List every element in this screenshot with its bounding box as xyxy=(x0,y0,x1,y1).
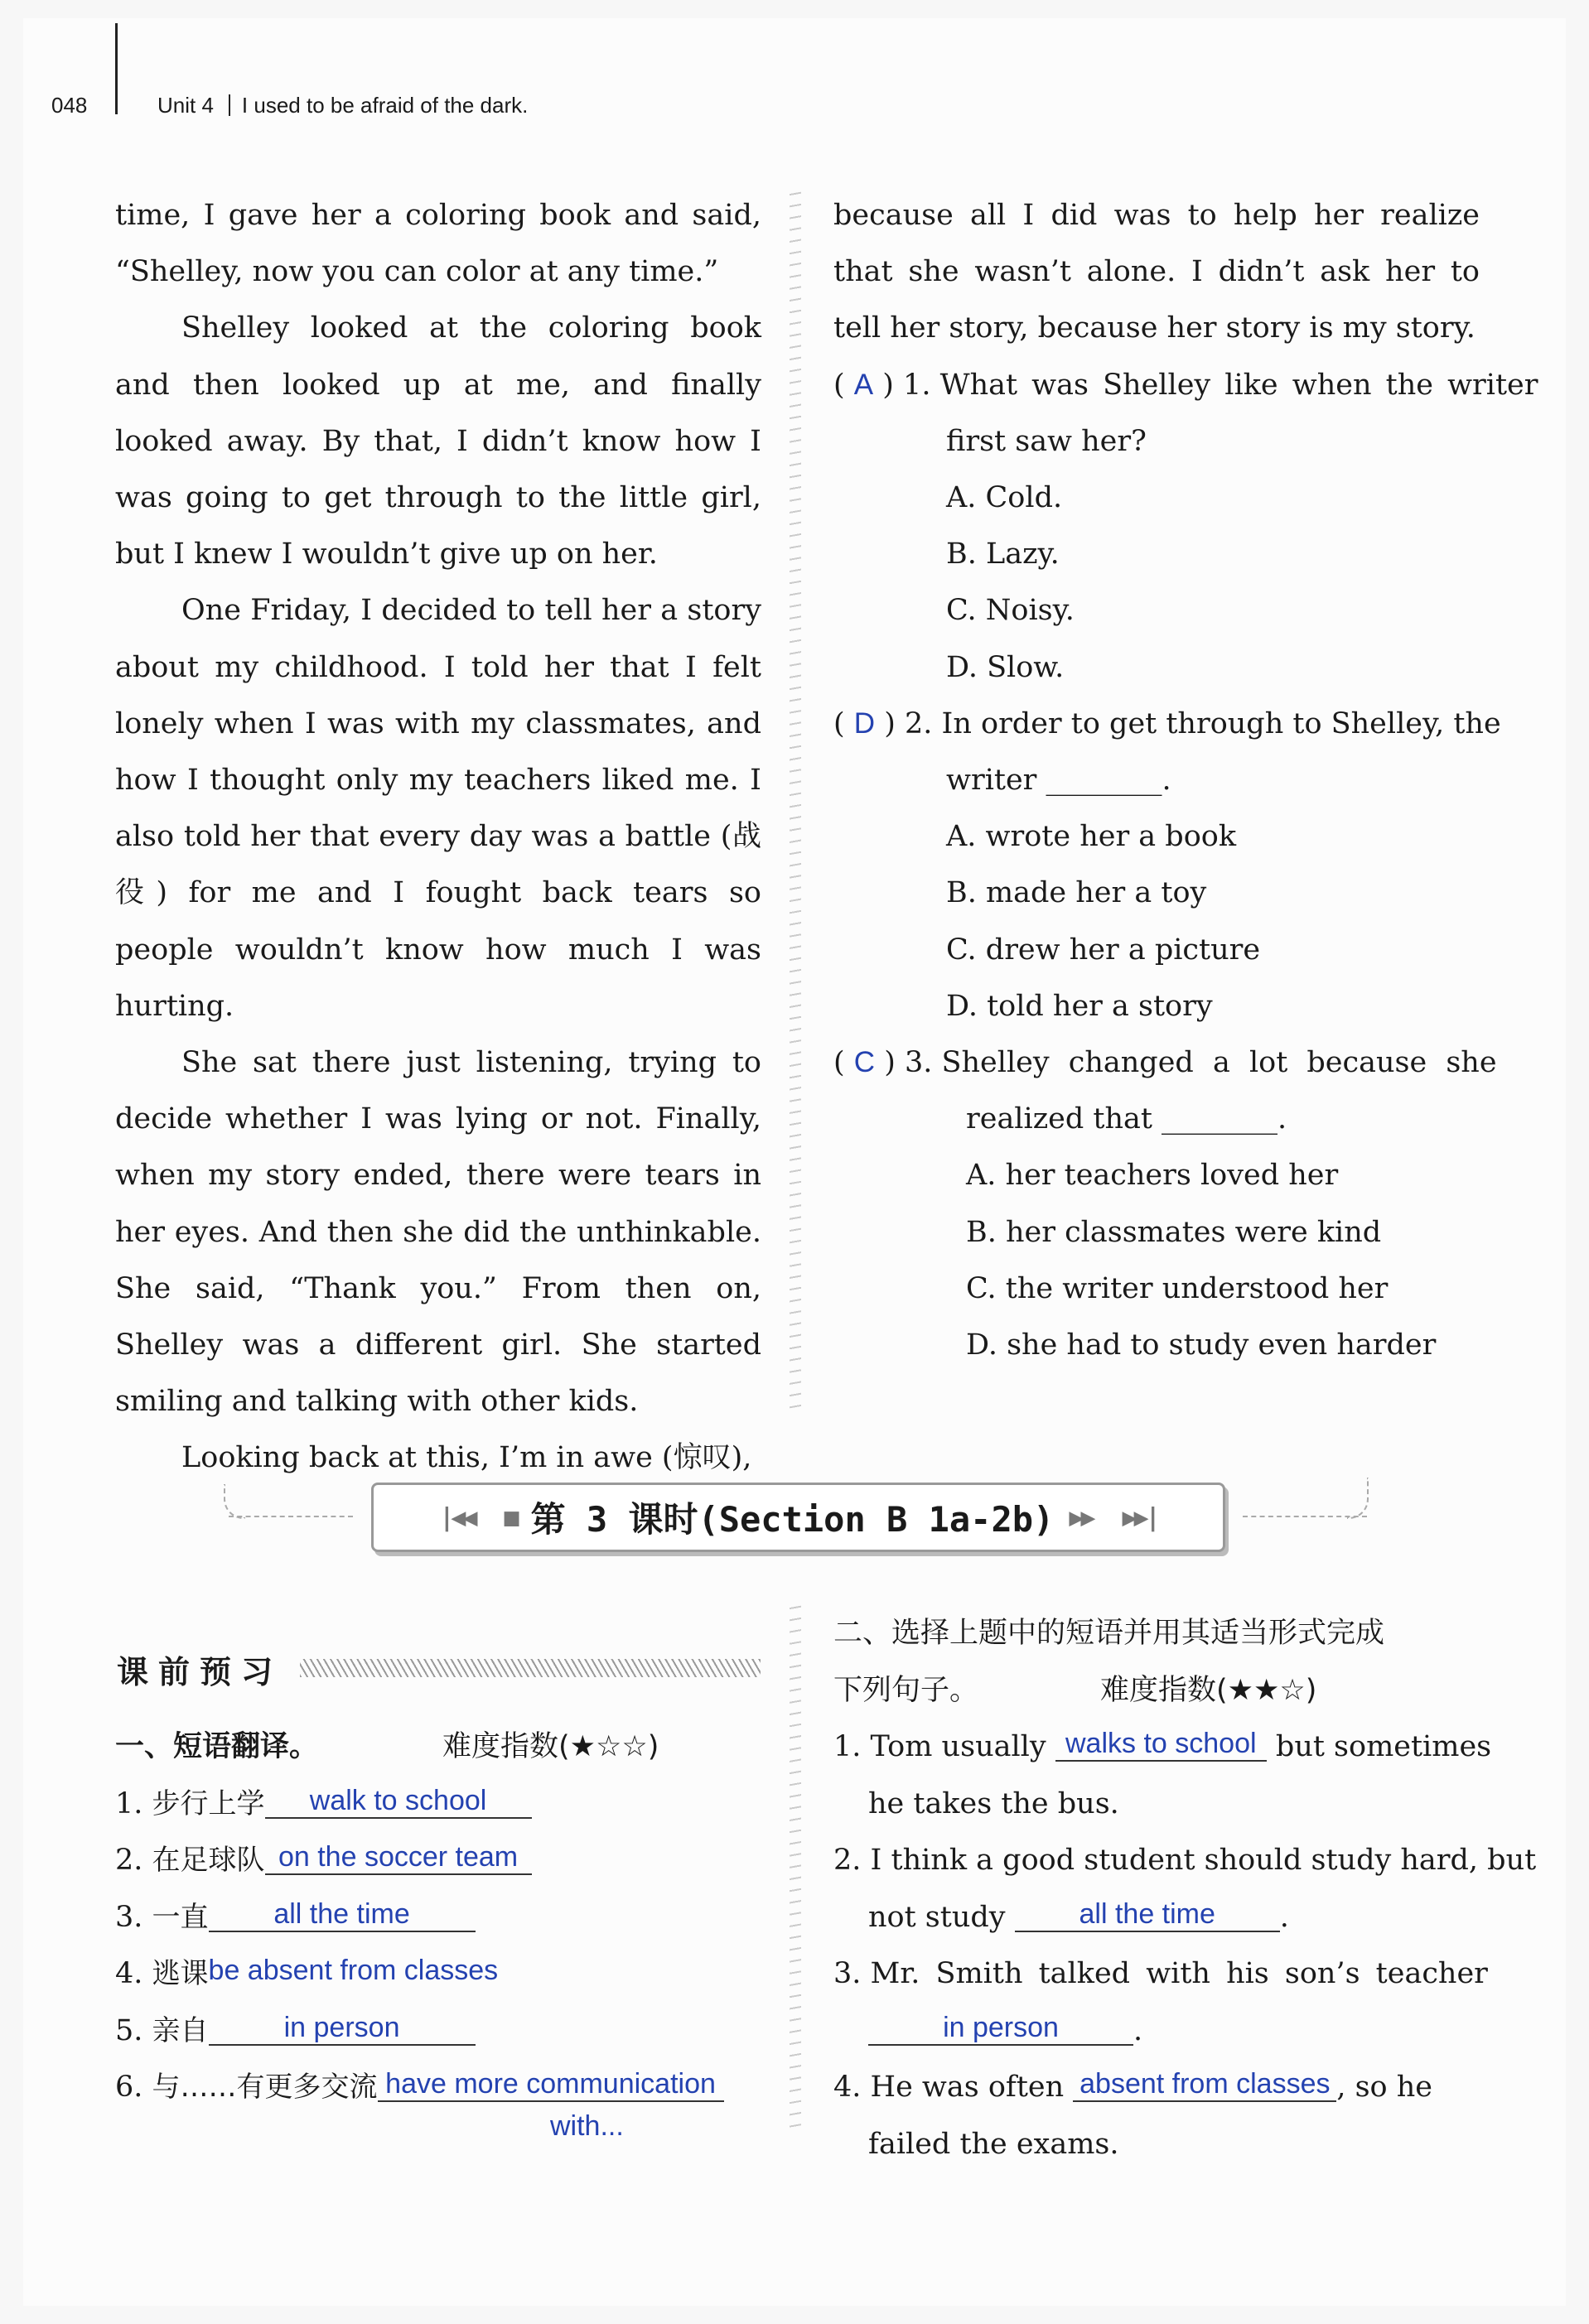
option: B. Lazy. xyxy=(946,538,1060,571)
question-1-stem: first saw her? xyxy=(946,424,1147,458)
part2-heading xyxy=(833,1662,1488,1719)
answer-blank: in person xyxy=(868,2011,1133,2046)
answer-1: A xyxy=(853,368,874,401)
stop-icon: ■ xyxy=(504,1502,516,1532)
passage-paragraph: She sat there just listening, trying to decide whether I was lying or not. Finally, when my story ended, there were tears in her eyes. And then she did the unthinkable. She said, “Thank you.” From then on, Shelley was a different girl. She started smiling and talking with other kids. xyxy=(115,1046,761,1419)
answer-3: C xyxy=(853,1046,876,1079)
question-3: ( C ) 3. Shelley changed a lot because she xyxy=(833,1046,1497,1080)
answer-blank: all the time xyxy=(209,1897,476,1932)
option: A. her teachers loved her xyxy=(966,1159,1339,1193)
question-2-stem: writer ________. xyxy=(946,764,1171,798)
separator xyxy=(229,94,230,116)
answer-blank: walk to school xyxy=(265,1784,532,1819)
section-title: 课前预习 xyxy=(117,1654,283,1690)
banner-dash-left xyxy=(229,1516,353,1517)
option: A. Cold. xyxy=(946,481,1063,515)
part2-title-1: 二、选择上题中的短语并用其适当形式完成 xyxy=(833,1617,1385,1650)
part2-title-2: 下列句子。 xyxy=(833,1673,979,1707)
option: C. Noisy. xyxy=(946,594,1075,628)
option: D. she had to study even harder xyxy=(966,1328,1437,1362)
sentence-line: he takes the bus. xyxy=(868,1786,1119,1820)
part1 xyxy=(115,1719,778,2158)
unit-header xyxy=(157,93,528,118)
unit-label: Unit 4 xyxy=(157,93,214,118)
answer-blank: be absent from classes xyxy=(208,1955,499,1986)
option: D. Slow. xyxy=(946,650,1065,684)
sentence-item: 2. I think a good student should study hard, but xyxy=(833,1844,1537,1877)
option: C. drew her a picture xyxy=(946,933,1261,967)
forward-icon: ▶▶ xyxy=(1069,1502,1093,1532)
part2 xyxy=(833,1605,1537,2172)
lesson-title: 第 3 课时(Section B 1a-2b) xyxy=(530,1499,1055,1540)
passage-column xyxy=(115,187,761,1487)
passage-continuation: because all I did was to help her realize that she wasn’t alone. I didn’t ask her to tell her story, because her story is my story. xyxy=(833,199,1480,345)
column-divider xyxy=(790,1603,801,2133)
phrase-item: 3. 一直 all the time xyxy=(115,1889,778,1946)
option: A. wrote her a book xyxy=(946,820,1237,854)
question-3-stem: realized that ________. xyxy=(966,1102,1287,1136)
lesson-banner xyxy=(371,1483,1225,1552)
passage-paragraph: Shelley looked at the coloring book and then looked up at me, and finally looked away. By that, I didn’t know how I was going to get through to the little girl, but I knew I wouldn’t give up on her. xyxy=(115,311,761,571)
phrase-item-cont: with... xyxy=(550,2109,624,2142)
part2-difficulty: 难度指数(★★☆) xyxy=(1100,1673,1317,1707)
skip-forward-icon: ▶▶| xyxy=(1122,1502,1157,1532)
option: B. made her a toy xyxy=(946,876,1207,910)
title-hatch xyxy=(300,1659,761,1677)
part1-title: 一、短语翻译。 xyxy=(115,1730,319,1763)
option: B. her classmates were kind xyxy=(966,1215,1382,1249)
sentence-line: not study all the time . xyxy=(868,1897,1289,1934)
phrase-item: 6. 与……有更多交流 have more communication xyxy=(115,2059,778,2116)
phrase-item: 2. 在足球队 on the soccer team xyxy=(115,1832,778,1889)
sentence-line: failed the exams. xyxy=(868,2127,1119,2161)
part1-difficulty: 难度指数(★☆☆) xyxy=(442,1730,659,1763)
answer-blank: all the time xyxy=(1015,1897,1280,1932)
passage-paragraph: One Friday, I decided to tell her a story about my childhood. I told her that I felt lonely when I was with my classmates, and how I thought only my teachers liked me. I also told her that every day was a battle (战役) for me and I fought back tears so people wouldn’t know how much I was hurting. xyxy=(115,594,761,1023)
passage-paragraph: time, I gave her a coloring book and said, “Shelley, now you can color at any time.” xyxy=(115,199,761,289)
part1-heading xyxy=(115,1719,778,1776)
answer-blank: absent from classes xyxy=(1073,2067,1336,2102)
sentence-item: 4. He was often absent from classes , so he xyxy=(833,2068,1432,2104)
answer-blank: on the soccer team xyxy=(265,1840,532,1875)
answer-2: D xyxy=(853,706,876,740)
page-number: 048 xyxy=(51,93,88,118)
header-rule xyxy=(115,23,118,114)
option: C. the writer understood her xyxy=(966,1271,1389,1305)
question-2: ( D ) 2. In order to get through to Shelley, the xyxy=(833,706,1501,740)
option: D. told her a story xyxy=(946,989,1213,1023)
phrase-item: 4. 逃课be absent from classes xyxy=(115,1955,499,1990)
unit-title: I used to be afraid of the dark. xyxy=(241,93,529,118)
sentence-item: 1. Tom usually walks to school but sometimes xyxy=(833,1728,1492,1763)
question-1: ( A ) 1. What was Shelley like when the writer xyxy=(833,368,1538,402)
sentence-line: in person . xyxy=(833,2003,1488,2060)
passage-paragraph: Looking back at this, I’m in awe (惊叹), xyxy=(181,1441,752,1475)
answer-blank: walks to school xyxy=(1055,1727,1267,1762)
answer-blank: have more communication xyxy=(378,2067,724,2102)
sentence-item: 3. Mr. Smith talked with his son’s teacher xyxy=(833,1957,1488,1990)
skip-back-icon: |◀◀ xyxy=(439,1502,475,1532)
questions-column xyxy=(833,187,1538,1373)
phrase-item: 5. 亲自 in person xyxy=(115,2003,778,2060)
phrase-item: 1. 步行上学 walk to school xyxy=(115,1776,778,1833)
answer-blank: in person xyxy=(209,2011,476,2046)
column-divider xyxy=(790,189,801,1415)
